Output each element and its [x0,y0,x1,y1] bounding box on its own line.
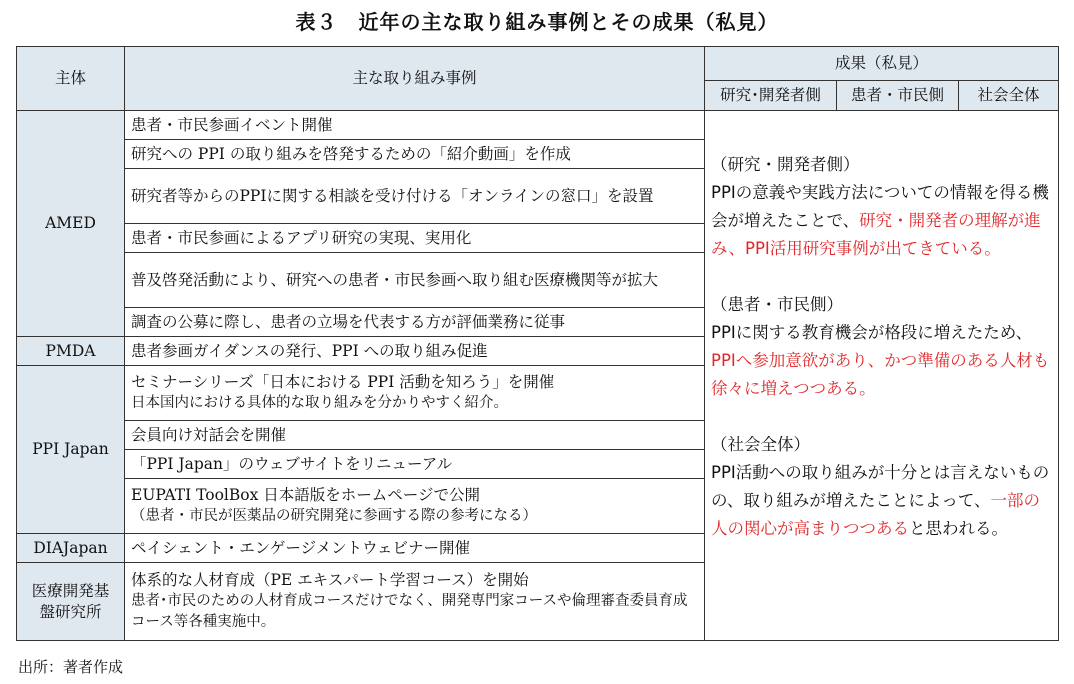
result-society-tail: と思われる。 [909,519,1008,538]
subheader-society: 社会全体 [959,81,1059,111]
activity-cell: 患者参画ガイダンスの発行、PPI への取り組み促進 [125,337,705,366]
result-researcher-body [711,179,1054,263]
result-society-body [711,459,1054,543]
result-patient-body [711,319,1054,403]
result-researcher-heading: （研究・開発者側） [711,155,860,174]
source-note: 出所：著者作成 [18,658,124,676]
result-patient-highlight: PPIへ参加意欲があり、かつ準備のある人材も徐々に増えつつある。 [711,351,1050,398]
activity-note: 日本国内における具体的な取り組みを分かりやすく紹介。 [131,395,508,411]
activity-cell: 研究者等からのPPIに関する相談を受け付ける「オンラインの窓口」を設置 [125,169,705,224]
activity-cell: 患者・市民参画によるアプリ研究の実現、実用化 [125,224,705,253]
subject-pmda: PMDA [17,337,125,366]
result-researcher-text: PPIの意義や実践方法についての情報を得る機会が増えたことで、 [711,183,1049,230]
header-subject: 主体 [17,47,125,111]
activity-cell: ペイシェント・エンゲージメントウェビナー開催 [125,534,705,563]
header-activities: 主な取り組み事例 [125,47,705,111]
subject-dia-japan: DIAJapan [17,534,125,563]
subject-ppi-japan: PPI Japan [17,366,125,534]
activity-cell: 普及啓発活動により、研究への患者・市民参画へ取り組む医療機関等が拡大 [125,253,705,308]
result-patient-heading: （患者・市民側） [711,295,843,314]
result-researcher-highlight: 研究・開発者の理解が進み、PPI活用研究事例が出てきている。 [711,211,1041,258]
header-results: 成果（私見） [705,47,1059,81]
activity-cell: 会員向け対話会を開催 [125,421,705,450]
subject-mirai-line2: 盤研究所 [39,602,102,621]
activities-table [16,46,1059,641]
result-society-heading: （社会全体） [711,435,810,454]
activity-cell [125,479,705,534]
activity-cell: 調査の公募に際し、患者の立場を代表する方が評価業務に従事 [125,308,705,337]
subject-mirai [17,563,125,641]
activity-cell: 患者・市民参画イベント開催 [125,111,705,140]
result-society-text: PPI活動への取り組みが十分とは言えないものの、取り組みが増えたことによって、 [711,463,1050,510]
activity-cell [125,366,705,421]
activity-note: （患者・市民が医薬品の研究開発に参画する際の参考になる） [131,508,537,524]
activity-cell: 研究への PPI の取り組みを啓発するための「紹介動画」を作成 [125,140,705,169]
activity-note: 患者･市民のための人材育成コースだけでなく、開発専門家コースや倫理審査委員育成コース等各種実施中。 [131,593,688,630]
subheader-researcher: 研究･開発者側 [705,81,837,111]
results-cell [705,111,1059,641]
activity-main: 体系的な人材育成（PE エキスパート学習コース）を開始 [131,571,529,589]
activity-main: EUPATI ToolBox 日本語版をホームページで公開 [131,486,480,504]
subject-mirai-line1: 医療開発基 [31,581,110,600]
activity-cell [125,563,705,641]
subject-amed: AMED [17,111,125,337]
table-title: 表３ 近年の主な取り組み事例とその成果（私見） [295,10,779,34]
result-society-highlight: 一部の人の関心が高まりつつある [711,491,1041,538]
subheader-patient: 患者・市民側 [837,81,959,111]
activity-main: セミナーシリーズ「日本における PPI 活動を知ろう」を開催 [131,373,555,391]
activity-cell: 「PPI Japan」のウェブサイトをリニューアル [125,450,705,479]
result-patient-text: PPIに関する教育機会が格段に増えたため、 [711,323,1033,342]
